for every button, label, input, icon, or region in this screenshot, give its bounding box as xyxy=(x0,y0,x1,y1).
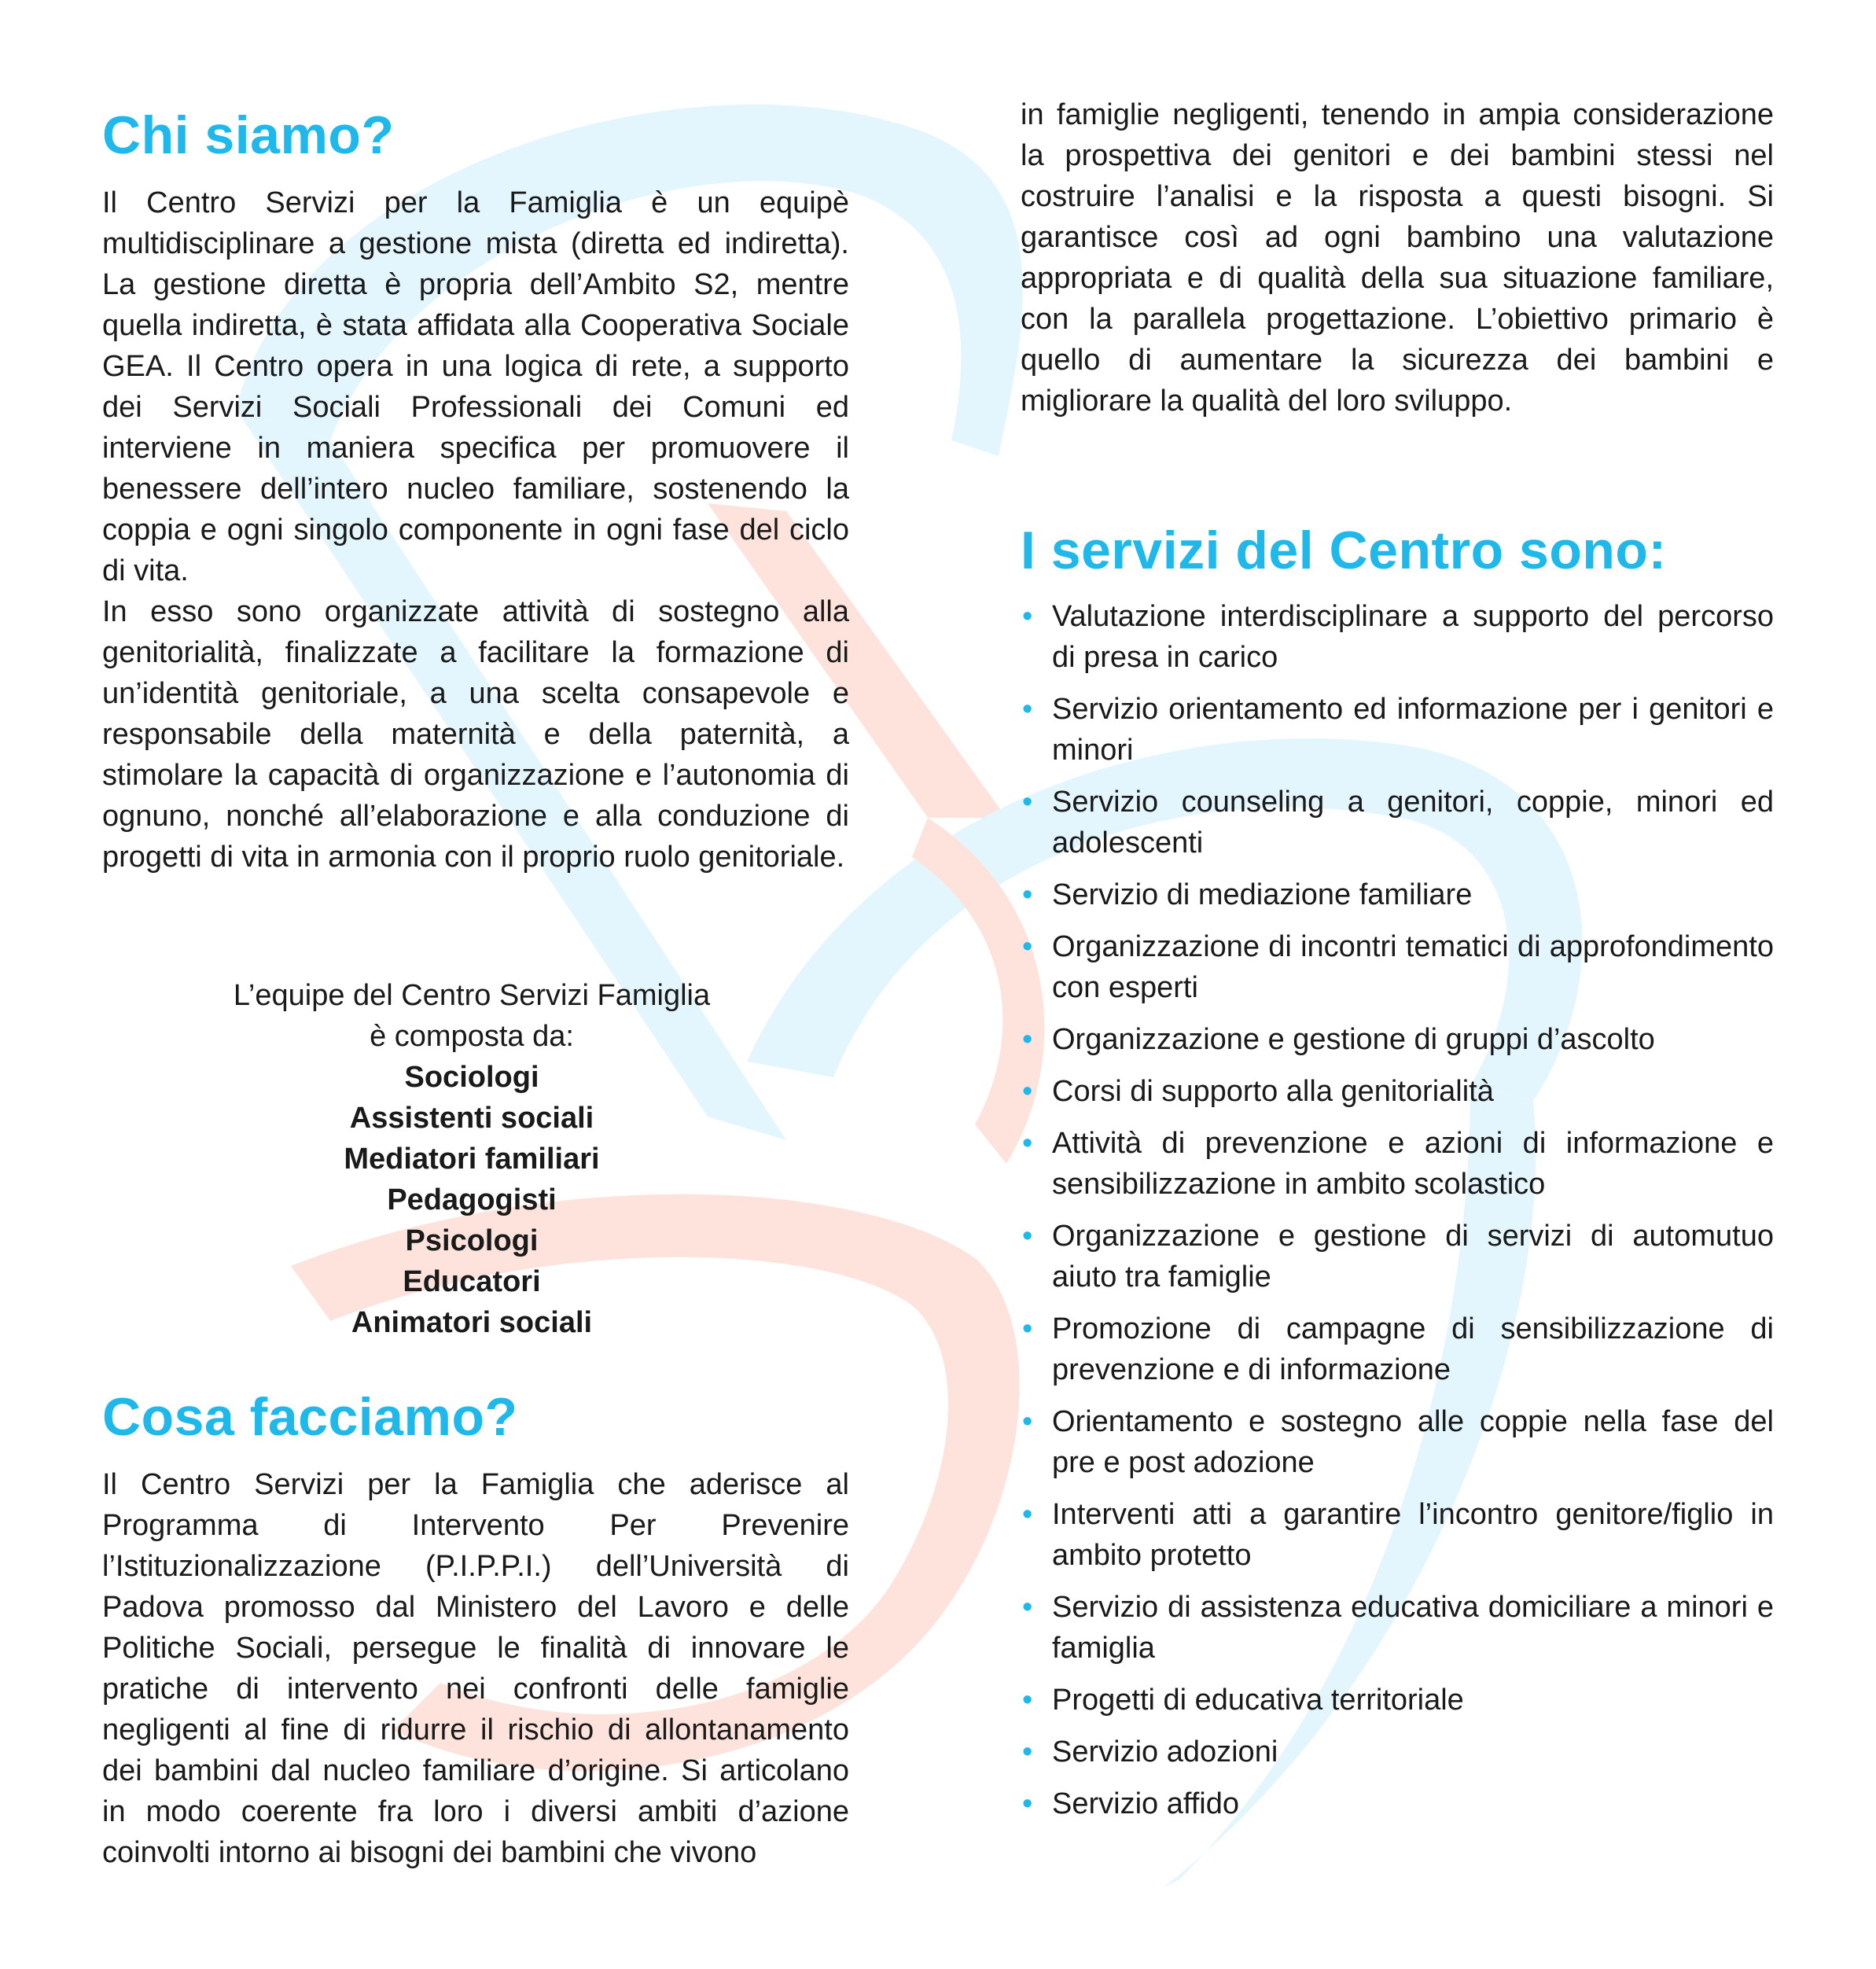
equipe-member: Psicologi xyxy=(405,1224,539,1257)
list-item xyxy=(1021,1783,1774,1824)
right-column xyxy=(1021,94,1774,1835)
bullet-icon: • xyxy=(1022,1220,1033,1253)
service-text: Attività di prevenzione e azioni di informazione e sensibilizzazione in ambito scolastico xyxy=(1052,1127,1774,1201)
equipe-intro-line-1: L’equipe del Centro Servizi Famiglia xyxy=(233,979,711,1012)
service-text: Organizzazione e gestione di servizi di automutuo aiuto tra famiglie xyxy=(1052,1220,1774,1294)
service-text: Orientamento e sostegno alle coppie nella fase del pre e post adozione xyxy=(1052,1405,1774,1479)
bullet-icon: • xyxy=(1022,1684,1033,1717)
service-text: Servizio orientamento ed informazione per i genitori e minori xyxy=(1052,693,1774,767)
bullet-icon: • xyxy=(1022,1312,1033,1345)
chi-siamo-paragraph-1: Il Centro Servizi per la Famiglia è un equipè multidisciplinare a gestione mista (diretta ed indiretta). La gestione diretta è propria dell’Ambito S2, mentre quella indiretta, è stata affidata alla Cooperativa Sociale GEA. Il Centro opera in una logica di rete, a supporto dei Servizi Sociali Professionali dei Comuni ed interviene in maniera specifica per promuovere il benessere dell’intero nucleo familiare, sostenendo la coppia e ogni singolo componente in ogni fase del ciclo di vita. xyxy=(102,186,849,587)
service-text: Servizio counseling a genitori, coppie, minori ed adolescenti xyxy=(1052,786,1774,859)
bullet-icon: • xyxy=(1022,600,1033,633)
equipe-member: Sociologi xyxy=(404,1061,539,1094)
bullet-icon: • xyxy=(1022,1787,1033,1820)
cosa-facciamo-paragraph-left: Il Centro Servizi per la Famiglia che aderisce al Programma di Intervento Per Prevenire l’Istituzionalizzazione (P.I.P.P.I.) dell’Università di Padova promosso dal Ministero del Lavoro e delle Politiche Sociali, persegue le finalità di innovare le pratiche di intervento nei confronti delle famiglie negligenti al fine di ridurre il rischio di allontanamento dei bambini dal nucleo familiare d’origine. Si articolano in modo coerente fra loro i diversi ambiti d’azione coinvolti intorno ai bisogni dei bambini che vivono xyxy=(102,1468,849,1869)
bullet-icon: • xyxy=(1022,1127,1033,1160)
equipe-member: Assistenti sociali xyxy=(349,1102,594,1135)
service-text: Organizzazione e gestione di gruppi d’ascolto xyxy=(1052,1023,1655,1056)
equipe-block xyxy=(102,975,841,1343)
service-text: Organizzazione di incontri tematici di approfondimento con esperti xyxy=(1052,930,1774,1004)
equipe-member: Pedagogisti xyxy=(387,1183,557,1216)
service-text: Valutazione interdisciplinare a supporto del percorso di presa in carico xyxy=(1052,600,1774,674)
list-item xyxy=(1021,1216,1774,1297)
services-list xyxy=(1021,596,1774,1824)
service-text: Progetti di educativa territoriale xyxy=(1052,1684,1464,1717)
list-item xyxy=(1021,1587,1774,1669)
list-item xyxy=(1021,1123,1774,1205)
bullet-icon: • xyxy=(1022,930,1033,963)
bullet-icon: • xyxy=(1022,1735,1033,1768)
list-item xyxy=(1021,1680,1774,1721)
bullet-icon: • xyxy=(1022,693,1033,726)
equipe-member: Animatori sociali xyxy=(351,1306,593,1339)
left-column xyxy=(102,94,849,1873)
bullet-icon: • xyxy=(1022,1023,1033,1056)
bullet-icon: • xyxy=(1022,1498,1033,1531)
equipe-member: Mediatori familiari xyxy=(344,1143,600,1176)
equipe-intro-line-2: è composta da: xyxy=(370,1020,574,1053)
list-item xyxy=(1021,1071,1774,1112)
list-item xyxy=(1021,1494,1774,1576)
list-item xyxy=(1021,1308,1774,1390)
bullet-icon: • xyxy=(1022,786,1033,819)
bullet-icon: • xyxy=(1022,1405,1033,1438)
list-item xyxy=(1021,782,1774,863)
bullet-icon: • xyxy=(1022,1591,1033,1624)
cosa-facciamo-paragraph-right: in famiglie negligenti, tenendo in ampia considerazione la prospettiva dei genitori e dei bambini stessi nel costruire l’analisi e la risposta a questi bisogni. Si garantisce così ad ogni bambino una valutazione appropriata e di qualità della sua situazione familiare, con la parallela progettazione. L’obiettivo primario è quello di aumentare la sicurezza dei bambini e migliorare la qualità del loro sviluppo. xyxy=(1021,98,1774,418)
heading-chi-siamo: Chi siamo? xyxy=(102,105,395,165)
list-item xyxy=(1021,1019,1774,1060)
list-item xyxy=(1021,1732,1774,1772)
list-item xyxy=(1021,874,1774,915)
chi-siamo-paragraph-2: In esso sono organizzate attività di sostegno alla genitorialità, finalizzate a facilitare la formazione di un’identità genitoriale, a una scelta consapevole e responsabile della maternità e della paternità, a stimolare la capacità di organizzazione e l’autonomia di ognuno, nonché all’elaborazione e alla conduzione di progetti di vita in armonia con il proprio ruolo genitoriale. xyxy=(102,595,849,874)
list-item xyxy=(1021,596,1774,678)
service-text: Corsi di supporto alla genitorialità xyxy=(1052,1075,1494,1108)
heading-servizi: I servizi del Centro sono: xyxy=(1021,521,1667,580)
heading-cosa-facciamo: Cosa facciamo? xyxy=(102,1387,518,1447)
list-item xyxy=(1021,1401,1774,1483)
list-item xyxy=(1021,689,1774,771)
list-item xyxy=(1021,926,1774,1008)
service-text: Promozione di campagne di sensibilizzazione di prevenzione e di informazione xyxy=(1052,1312,1774,1386)
equipe-member: Educatori xyxy=(403,1265,541,1298)
service-text: Servizio adozioni xyxy=(1052,1735,1278,1768)
bullet-icon: • xyxy=(1022,878,1033,911)
service-text: Servizio affido xyxy=(1052,1787,1239,1820)
bullet-icon: • xyxy=(1022,1075,1033,1108)
service-text: Servizio di mediazione familiare xyxy=(1052,878,1473,911)
service-text: Interventi atti a garantire l’incontro genitore/figlio in ambito protetto xyxy=(1052,1498,1774,1572)
service-text: Servizio di assistenza educativa domiciliare a minori e famiglia xyxy=(1052,1591,1774,1665)
